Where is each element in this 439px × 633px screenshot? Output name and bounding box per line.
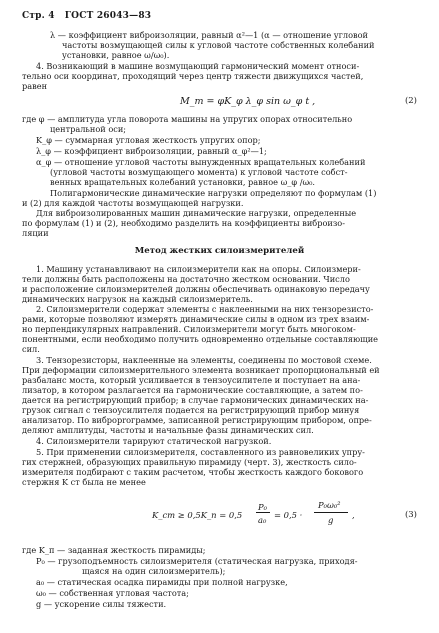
- text-line: венных вращательных колебаний установки, равное ω_φ /ω₀.: [50, 177, 316, 187]
- text-line: тели должны быть расположены на достаточно жестком основании. Число: [22, 274, 350, 284]
- text-line: по формулам (1) и (2), необходимо разделить на коэффициенты виброизо-: [22, 218, 346, 228]
- eq3-frac2-num: P₀ω₀²: [318, 500, 341, 510]
- text-line: 5. При применении силоизмерителя, составленного из равновеликих упру-: [36, 447, 365, 457]
- text-line: анализатор. По виброprограмме, записанной регистрирующим прибором, опре-: [22, 415, 372, 425]
- eq3-lhs: K_ст ≥ 0,5K_п = 0,5: [152, 510, 243, 520]
- text-line: (угловой частоты возмущающего момента) к угловой частоте собст-: [50, 167, 348, 177]
- eq3-fraction-bar: [256, 512, 270, 513]
- text-line: P₀ — грузоподъемность силоизмерителя (статическая нагрузка, приходя-: [36, 556, 358, 566]
- text-line: ляции: [22, 228, 49, 238]
- text-line: измерителя подбирают с таким расчетом, чтобы жесткость каждого бокового: [22, 467, 364, 477]
- text-line: дается на регистрирующий прибор; в случае гармонических динамических на-: [22, 395, 369, 405]
- text-line: 4. Возникающий в машине возмущающий гармонический момент относи-: [36, 61, 360, 71]
- text-line: 3. Тензорезисторы, наклеенные на элементы, соединены по мостовой схеме.: [36, 355, 372, 365]
- text-line: 4. Силоизмерители тарируют статической нагрузкой.: [36, 436, 272, 446]
- text-line: динамических нагрузок на каждый силоизмеритель.: [22, 294, 253, 304]
- text-line: 2. Силоизмерители содержат элементы с наклеенными на них тензорезисто-: [36, 304, 374, 314]
- equation-2-number: (2): [404, 96, 417, 106]
- eq3-tail: ,: [352, 510, 355, 520]
- text-line: равен: [22, 81, 48, 91]
- text-line: λ — коэффициент виброизоляции, равный α²—1 (α — отношение угловой: [50, 30, 369, 40]
- eq3-frac1-num: P₀: [258, 502, 267, 512]
- text-line: При деформации силоизмерительного элемента возникает пропорциональный ей: [22, 365, 380, 375]
- text-line: понентными, если необходимо получить одновременно отдельные составляющие: [22, 334, 379, 344]
- text-line: центральной оси;: [50, 124, 127, 134]
- text-line: сил.: [22, 344, 40, 354]
- standard-id: ГОСТ 26043—83: [64, 11, 152, 21]
- page-header: [22, 11, 151, 21]
- text-line: где K_п — заданная жесткость пирамиды;: [22, 545, 206, 555]
- text-line: ω₀ — собственная угловая частота;: [36, 588, 189, 598]
- eq3-mid: = 0,5 ·: [274, 510, 303, 520]
- text-line: Полигармонические динамические нагрузки определяют по формулам (1): [50, 188, 377, 198]
- text-line: и (2) для каждой частоты возмущающей нагрузки.: [22, 198, 244, 208]
- text-line: щаяся на один силоизмеритель);: [82, 566, 226, 576]
- text-line: грузок сигнал с тензоусилителя подается на регистрирующий прибор минуя: [22, 405, 360, 415]
- text-line: тельно оси координат, проходящий через центр тяжести движущихся частей,: [22, 71, 364, 81]
- eq3-frac2-den: g: [328, 515, 334, 525]
- text-line: установки, равное ω/ω₀).: [62, 50, 170, 60]
- text-line: частоты возмущающей силы к угловой частоте собственных колебаний: [62, 40, 375, 50]
- text-line: деляют амплитуды, частоты и начальные фазы динамических сил.: [22, 425, 314, 435]
- text-line: Для виброизолированных машин динамические нагрузки, определенные: [36, 208, 357, 218]
- section-title: Метод жестких силоизмерителей: [134, 246, 305, 256]
- eq3-frac1-den: a₀: [258, 515, 267, 525]
- text-line: но перпендикулярных направлений. Силоизмерители могут быть многоком-: [22, 324, 356, 334]
- text-line: рами, которые позволяют измерять динамические силы в одном из трех взаим-: [22, 314, 370, 324]
- text-line: и расположение силоизмерителей должны обеспечивать одинаковую передачу: [22, 284, 370, 294]
- text-line: a₀ — статическая осадка пирамиды при полной нагрузке,: [36, 577, 288, 587]
- text-line: где φ — амплитуда угла поворота машины на упругих опорах относительно: [22, 114, 353, 124]
- text-line: лизатор, в котором разлагается на гармонические составляющие, а затем по-: [22, 385, 363, 395]
- text-line: стержня K ст была не менее: [22, 477, 146, 487]
- eq3-fraction-bar: [314, 512, 348, 513]
- equation-2: M_m = φK_φ λ_φ sin ω_φ t ,: [180, 96, 316, 107]
- equation-3-number: (3): [404, 510, 417, 520]
- text-line: g — ускорение силы тяжести.: [36, 599, 167, 609]
- text-line: λ_φ — коэффициент виброизоляции, равный α_φ²—1;: [36, 146, 267, 156]
- text-line: K_φ — суммарная угловая жесткость упругих опор;: [36, 135, 261, 145]
- text-line: разбаланс моста, который усиливается в тензоусилителе и поступает на ана-: [22, 375, 361, 385]
- text-line: 1. Машину устанавливают на силоизмерители как на опоры. Силоизмери-: [36, 264, 361, 274]
- text-line: α_φ — отношение угловой частоты вынужденных вращательных колебаний: [36, 157, 366, 167]
- page-number: Стр. 4: [22, 11, 55, 21]
- text-line: гих стержней, образующих правильную пирамиду (черт. 3), жесткость сило-: [22, 457, 357, 467]
